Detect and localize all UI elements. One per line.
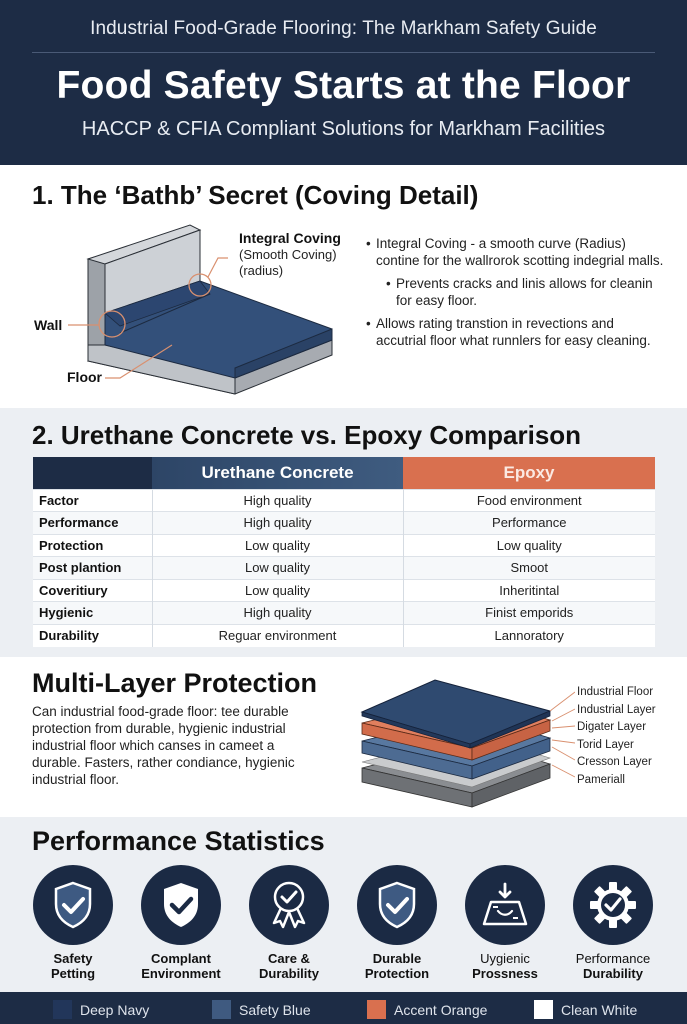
bullet-subitem: • Prevents cracks and linis allows for cleanin for easy floor.: [386, 275, 666, 309]
bullet-item: • Allows rating transtion in revections and accutrial floor what runnlers for easy cleaning.: [366, 315, 666, 349]
stat-item: [347, 865, 447, 981]
swatch-label: Clean White: [561, 1001, 638, 1018]
header-kicker: Industrial Food-Grade Flooring: The Markham Safety Guide: [90, 18, 597, 39]
color-palette-footer: [0, 992, 687, 1024]
stat-line2: Prossness: [472, 966, 538, 981]
layer-label: Cresson Layer: [577, 756, 652, 768]
column-header-epoxy: Epoxy: [403, 457, 655, 489]
row-factor: Durability: [33, 624, 152, 647]
row-urethane: High quality: [152, 512, 403, 535]
layers-description: Can industrial food-grade floor: tee durable protection from durable, hygienic industrial industrial floor which canses in cameet a durable. Fasters, rather condiance, hygienic industrial floor.: [32, 704, 295, 787]
layer-label-list: [577, 684, 656, 789]
wall-label: Wall: [34, 317, 63, 333]
page-title: Food Safety Starts at the Floor: [56, 64, 631, 107]
integral-coving-sub2: (radius): [239, 263, 284, 278]
row-urethane: Low quality: [152, 579, 403, 602]
integral-coving-callout: [239, 230, 341, 279]
row-epoxy: Smoot: [403, 557, 655, 580]
layer-label: Digater Layer: [577, 721, 647, 733]
column-header-urethane: Urethane Concrete: [152, 457, 403, 489]
row-epoxy: Performance: [403, 512, 655, 535]
gear-check-icon: [573, 865, 653, 945]
row-factor: Hygienic: [33, 602, 152, 625]
row-urethane: High quality: [152, 489, 403, 512]
stat-item: [23, 865, 123, 981]
palette-swatch: [53, 1000, 149, 1019]
integral-coving-sub1: (Smooth Coving): [239, 247, 337, 262]
shield-check-icon: [33, 865, 113, 945]
swatch-color-clean-white: [534, 1000, 553, 1019]
layer-label: Industrial Floor: [577, 686, 654, 698]
layer-stack-diagram: [355, 672, 575, 812]
swatch-color-deep-navy: [53, 1000, 72, 1019]
row-urethane: Reguar environment: [152, 624, 403, 647]
comparison-table: [33, 457, 655, 647]
layer-label: Industrial Layer: [577, 703, 656, 716]
stat-line2: Petting: [50, 966, 96, 981]
coving-bullet-list: [366, 235, 666, 355]
stat-line1: Safety: [53, 951, 93, 966]
stat-line1: Complant: [151, 951, 211, 966]
swatch-color-accent-orange: [367, 1000, 386, 1019]
stat-item: [455, 865, 555, 981]
swatch-label: Safety Blue: [239, 1001, 311, 1018]
award-ribbon-icon: [249, 865, 329, 945]
integral-coving-title: Integral Coving: [239, 230, 341, 246]
row-urethane: Low quality: [152, 534, 403, 557]
row-factor: Performance: [33, 512, 152, 535]
table-row: [33, 557, 655, 580]
row-epoxy: Food environment: [403, 489, 655, 512]
row-urethane: Low quality: [152, 557, 403, 580]
stat-line2: Protection: [364, 966, 430, 981]
page-subtitle: HACCP & CFIA Compliant Solutions for Markham Facilities: [81, 118, 606, 140]
stat-line1: Performance: [575, 951, 651, 966]
table-row: [33, 624, 655, 647]
stat-item: [239, 865, 339, 981]
stat-line1: Uygienic: [480, 951, 530, 966]
palette-swatch: [367, 1000, 487, 1019]
table-row: [33, 512, 655, 535]
page-header: [0, 0, 687, 165]
table-row: [33, 602, 655, 625]
floor-label: Floor: [67, 369, 102, 385]
stat-line2: Durability: [583, 966, 643, 981]
swatch-label: Accent Orange: [394, 1001, 488, 1018]
table-row: [33, 489, 655, 512]
row-factor: Factor: [33, 489, 152, 512]
stats-heading: Performance Statistics: [32, 826, 325, 856]
swatch-color-safety-blue: [212, 1000, 231, 1019]
row-factor: Coveritiury: [33, 579, 152, 602]
table-header-row: [33, 457, 655, 489]
stat-item: [563, 865, 663, 981]
row-epoxy: Lannoratory: [403, 624, 655, 647]
floor-drain-icon: [465, 865, 545, 945]
stat-line2: Environment: [141, 966, 221, 981]
swatch-label: Deep Navy: [80, 1001, 150, 1018]
coving-heading: 1. The ‘Bathb’ Secret (Coving Detail): [32, 180, 479, 210]
row-epoxy: Inheritintal: [403, 579, 655, 602]
column-header-factor: [33, 457, 152, 489]
palette-swatch: [212, 1000, 311, 1019]
table-row: [33, 534, 655, 557]
row-factor: Post plantion: [33, 557, 152, 580]
stat-line1: Durable: [372, 951, 422, 966]
stat-item: [131, 865, 231, 981]
layer-label: Torid Layer: [577, 738, 634, 751]
row-factor: Protection: [33, 534, 152, 557]
layer-label: Pameriall: [577, 773, 625, 786]
shield-check-solid-icon: [141, 865, 221, 945]
bullet-item: • Integral Coving - a smooth curve (Radius) contine for the wallrorok scotting indegrial malls.: [366, 235, 666, 269]
row-urethane: High quality: [152, 602, 403, 625]
stat-line2: Durability: [259, 966, 319, 981]
palette-swatch: [534, 1000, 637, 1019]
row-epoxy: Finist emporids: [403, 602, 655, 625]
header-divider: [32, 52, 655, 53]
layers-heading: Multi-Layer Protection: [32, 668, 318, 698]
comparison-heading: 2. Urethane Concrete vs. Epoxy Comparison: [32, 420, 582, 450]
stat-line1: Care &: [268, 951, 310, 966]
row-epoxy: Low quality: [403, 534, 655, 557]
table-row: [33, 579, 655, 602]
shield-check-icon: [357, 865, 437, 945]
